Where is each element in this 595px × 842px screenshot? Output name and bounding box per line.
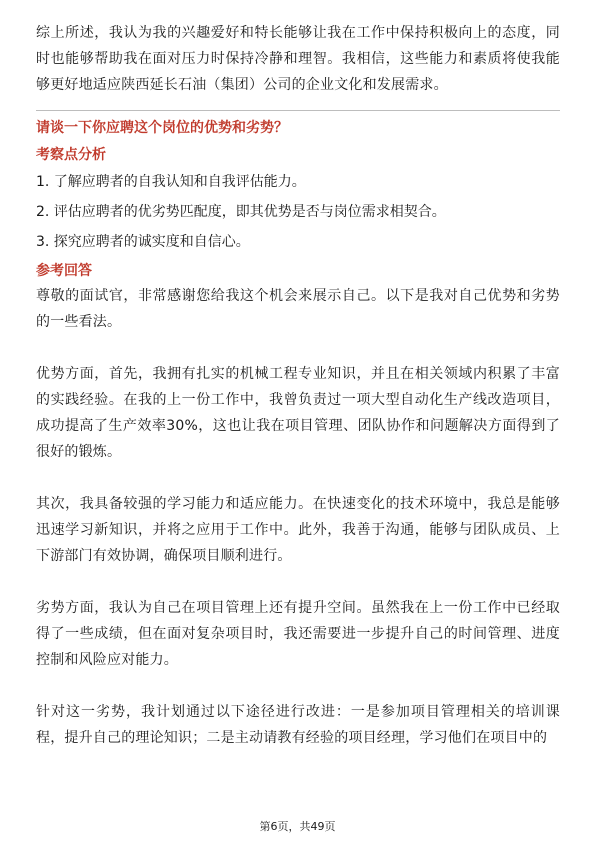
paragraph-gap [36, 465, 560, 491]
page-footer: 第6页，共49页 [259, 820, 336, 833]
analysis-item: 3. 探究应聘者的诚实度和自信心。 [36, 234, 250, 250]
section-divider [36, 110, 560, 111]
answer-paragraph: 针对这一劣势，我计划通过以下途径进行改进：一是参加项目管理相关的培训课程，提升自己的理论知识；二是主动请教有经验的项目经理，学习他们在项目中的 [36, 704, 560, 746]
analysis-title: 考察点分析 [36, 147, 106, 163]
answer-paragraph: 优势方面，首先，我拥有扎实的机械工程专业知识，并且在相关领域内积累了丰富的实践经验。在我的上一份工作中，我曾负责过一项大型自动化生产线改造项目，成功提高了生产效率30%，这也让我在项目管理、团队协作和问题解决方面得到了很好的锻炼。 [36, 366, 560, 460]
analysis-item: 1. 了解应聘者的自我认知和自我评估能力。 [36, 174, 306, 190]
answer-paragraph: 劣势方面，我认为自己在项目管理上还有提升空间。虽然我在上一份工作中已经取得了一些成绩，但在面对复杂项目时，我还需要进一步提升自己的时间管理、进度控制和风险应对能力。 [36, 600, 560, 668]
paragraph-gap [36, 335, 560, 361]
answer-paragraph: 尊敬的面试官，非常感谢您给我这个机会来展示自己。以下是我对自己优势和劣势的一些看法。 [36, 288, 560, 330]
paragraph-gap [36, 569, 560, 595]
document-page [36, 0, 560, 751]
analysis-item: 2. 评估应聘者的优劣势匹配度，即其优势是否与岗位需求相契合。 [36, 204, 446, 220]
answer-paragraph: 其次，我具备较强的学习能力和适应能力。在快速变化的技术环境中，我总是能够迅速学习新知识，并将之应用于工作中。此外，我善于沟通，能够与团队成员、上下游部门有效协调，确保项目顺利进行。 [36, 496, 560, 564]
paragraph-gap [36, 673, 560, 699]
question-heading: 请谈一下你应聘这个岗位的优势和劣势？ [36, 120, 288, 136]
intro-paragraph: 综上所述，我认为我的兴趣爱好和特长能够让我在工作中保持积极向上的态度，同时也能够帮助我在面对压力时保持冷静和理智。我相信，这些能力和素质将使我能够更好地适应陕西延长石油（集团）公司的企业文化和发展需求。 [36, 25, 560, 93]
answer-title: 参考回答 [36, 263, 92, 279]
